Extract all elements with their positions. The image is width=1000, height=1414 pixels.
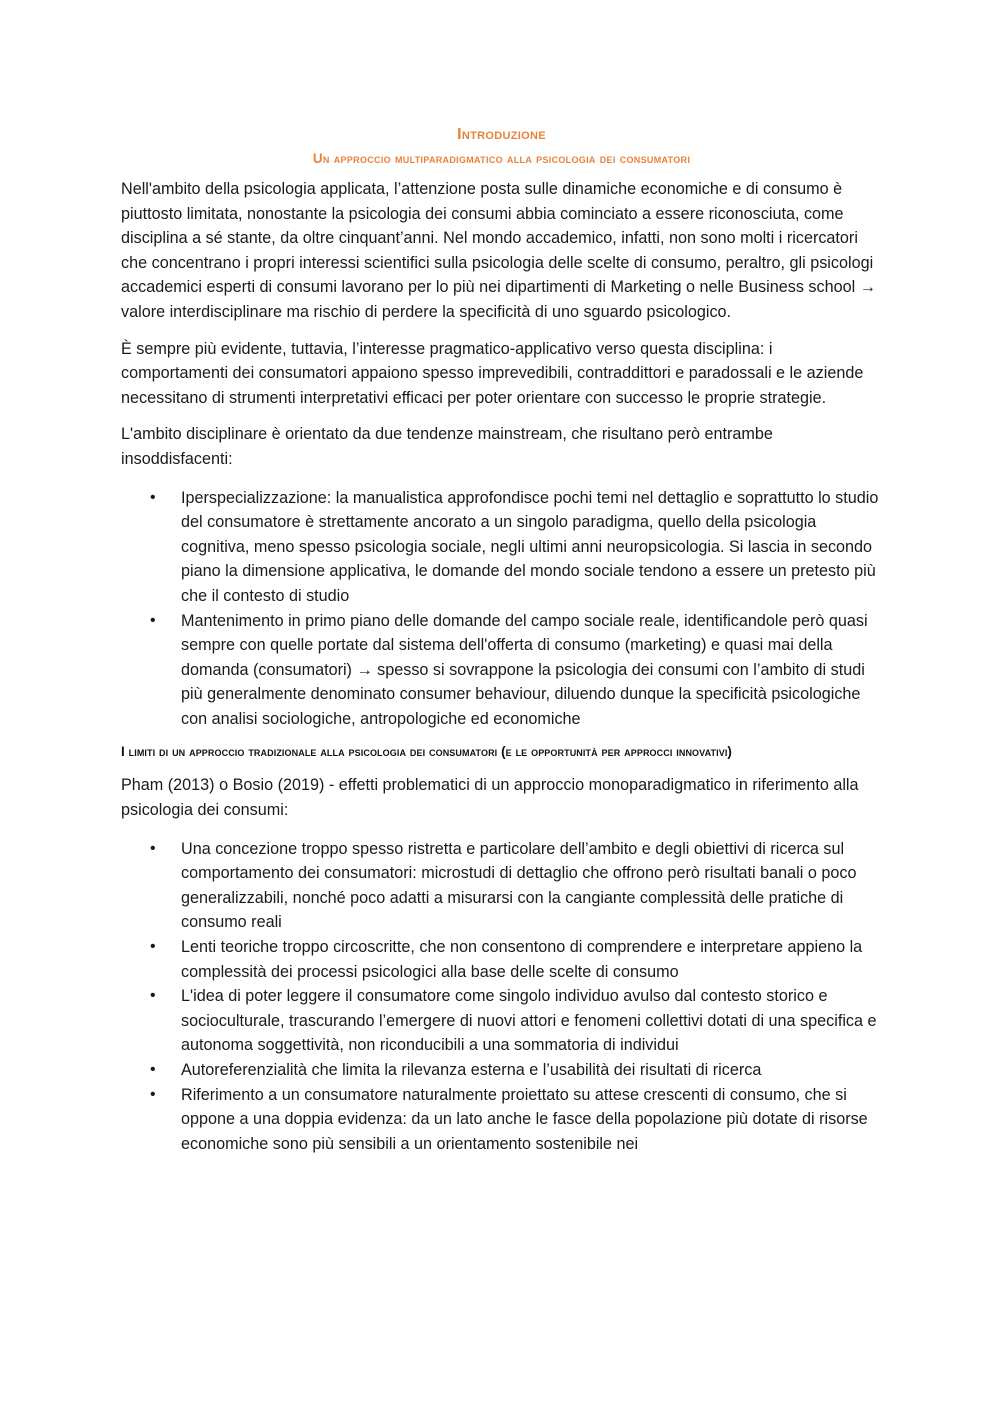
page-title: Introduzione (457, 126, 546, 143)
list-item: • Lenti teoriche troppo circoscritte, che non consentono di comprendere e interpretare appieno la complessità dei processi psicologici alla base delle scelte di consumo (181, 935, 882, 984)
tendencies-list (121, 486, 882, 732)
section-intro-paragraph: Pham (2013) o Bosio (2019) - effetti problematici di un approccio monoparadigmatico in riferimento alla psicologia dei consumi: (121, 776, 859, 820)
evident-paragraph: È sempre più evidente, tuttavia, l’interesse pragmatico-applicativo verso questa disciplina: i comportamenti dei consumatori appaiono spesso imprevedibili, contraddittori e paradossali e le aziende necessitano di strumenti interpretativi efficaci per poter orientare con successo le proprie strategie. (121, 339, 864, 407)
list-item: • Riferimento a un consumatore naturalmente proiettato su attese crescenti di consumo, che si oppone a una doppia evidenza: da un lato anche le fasce della popolazione più dotate di risorse economiche sono più sensibili a un orientamento sostenibile nei (181, 1083, 882, 1157)
limits-list (121, 837, 882, 1157)
list-item: • Mantenimento in primo piano delle domande del campo sociale reale, identificandole però quasi sempre con quelle portate dal sistema dell'offerta di consumo (marketing) e quasi mai della domanda (consumatori) → spesso si sovrappone la psicologia dei consumi con l’ambito di studi più generalmente denominato consumer behaviour, diluendo dunque la specificità psicologiche con analisi sociologiche, antropologiche ed economiche (181, 609, 882, 732)
list-item: • L'idea di poter leggere il consumatore come singolo individuo avulso dal contesto storico e socioculturale, trascurando l’emergere di nuovi attori e fenomeni collettivi dotati di una specifica e autonoma soggettività, non riconducibili a una sommatoria di individui (181, 984, 882, 1058)
tendencies-paragraph: L'ambito disciplinare è orientato da due tendenze mainstream, che risultano però entrambe insoddisfacenti: (121, 425, 773, 468)
intro-paragraph: Nell'ambito della psicologia applicata, l’attenzione posta sulle dinamiche economiche e di consumo è piuttosto limitata, nonostante la psicologia dei consumi abbia cominciato a essere riconosciuta, come disciplina a sé stante, da oltre cinquant’anni. Nel mondo accademico, infatti, non sono molti i ricercatori che concentrano i propri interessi scientifici sulla psicologia delle scelte di consumo, peraltro, gli psicologi accademici esperti di consumi lavorano per lo più nei dipartimenti di Marketing o nelle Business school → valore interdisciplinare ma rischio di perdere la specificità di uno sguardo psicologico. (121, 180, 876, 321)
page-subtitle: Un approccio multiparadigmatico alla psicologia dei consumatori (312, 151, 691, 166)
list-item: • Una concezione troppo spesso ristretta e particolare dell’ambito e degli obiettivi di ricerca sul comportamento dei consumatori: microstudi di dettaglio che offrono però risultati banali o poco generalizzabili, nonché poco adatti a misurarsi con la cangiante complessità delle pratiche di consumo reali (181, 837, 882, 935)
section-heading: I limiti di un approccio tradizionale alla psicologia dei consumatori (e le opportunità per approcci innovativi) (121, 744, 732, 760)
list-item: • Autoreferenzialità che limita la rilevanza esterna e l’usabilità dei risultati di ricerca (181, 1058, 882, 1083)
list-item: • Iperspecializzazione: la manualistica approfondisce pochi temi nel dettaglio e soprattutto lo studio del consumatore è strettamente ancorato a un singolo paradigma, quello della psicologia cognitiva, meno spesso psicologia sociale, negli ultimi anni neuropsicologia. Si lascia in secondo piano la dimensione applicativa, le domande del mondo sociale tendono a essere un pretesto più che il contesto di studio (181, 486, 882, 609)
